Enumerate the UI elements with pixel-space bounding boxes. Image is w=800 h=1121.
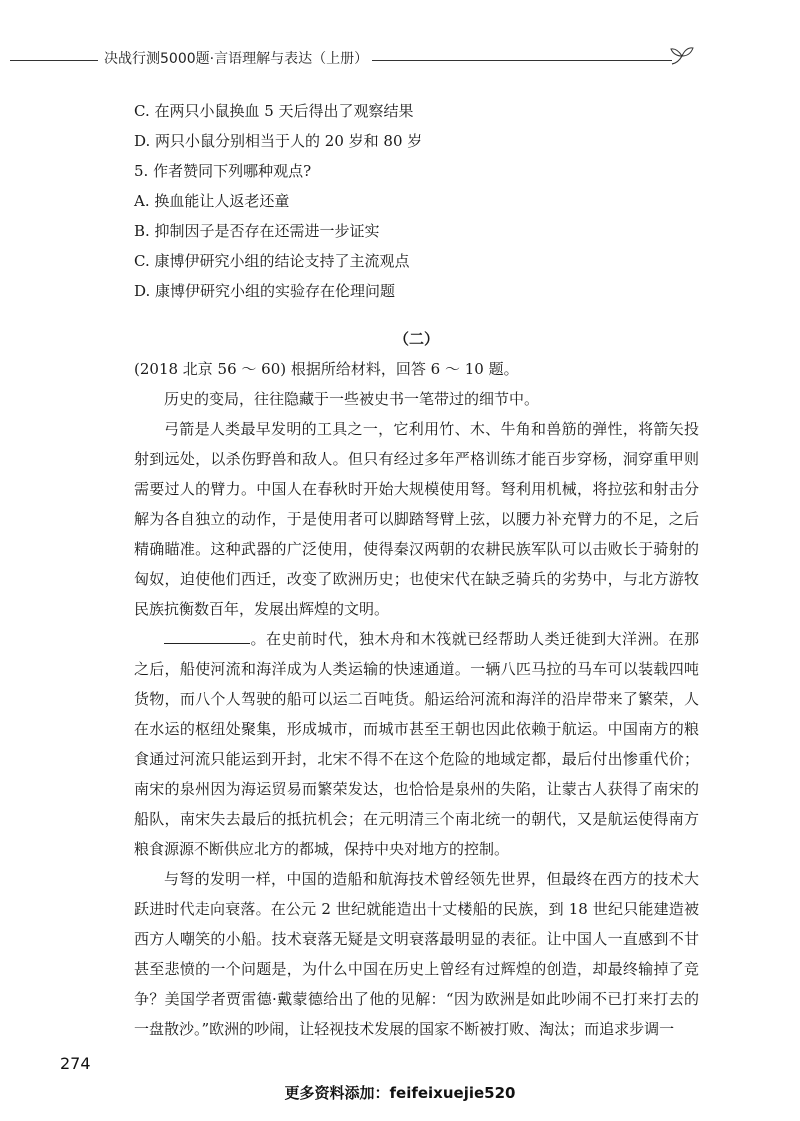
question-5-stem: 5. 作者赞同下列哪种观点? <box>134 162 312 180</box>
page-number: 274 <box>60 1054 91 1073</box>
fill-blank <box>164 627 250 644</box>
page-content <box>134 96 699 1044</box>
paragraph-4: 与弩的发明一样，中国的造船和航海技术曾经领先世界，但最终在西方的技术大跃进时代走向衰落。在公元 2 世纪就能造出十丈楼船的民族，到 18 世纪只能建造被西方人嘲笑的小船。技术衰落无疑是文明衰落最明显的表征。让中国人一直感到不甘甚至悲愤的一个问题是，为什么中国在历史上曾经有过辉煌的创造，却最终输掉了竞争？美国学者贾雷德·戴蒙德给出了他的见解：“因为欧洲是如此吵闹不已打来打去的一盘散沙。”欧洲的吵闹，让轻视技术发展的国家不断被打败、淘汰；而追求步调一 <box>134 870 699 1038</box>
paragraph-3-text: 。在史前时代，独木舟和木筏就已经帮助人类迁徙到大洋洲。在那之后，船使河流和海洋成为人类运输的快速通道。一辆八匹马拉的马车可以装载四吨货物，而八个人驾驶的船可以运二百吨货。船运给河流和海洋的沿岸带来了繁荣，人在水运的枢纽处聚集，形成城市，而城市甚至王朝也因此依赖于航运。中国南方的粮食通过河流只能运到开封，北宋不得不在这个危险的地域定都，最后付出惨重代价；南宋的泉州因为海运贸易而繁荣发达，也恰恰是泉州的失陷，让蒙古人获得了南宋的船队，南宋失去最后的抵抗机会；在元明清三个南北统一的朝代，又是航运使得南方粮食源源不断供应北方的都城，保持中央对地方的控制。 <box>134 630 699 858</box>
footer-note: 更多资料添加：feifeixuejie520 <box>284 1084 516 1102</box>
paragraph-2: 弓箭是人类最早发明的工具之一，它利用竹、木、牛角和兽筋的弹性，将箭矢投射到远处，以杀伤野兽和敌人。但只有经过多年严格训练才能百步穿杨，洞穿重甲则需要过人的臂力。中国人在春秋时开始大规模使用弩。弩利用机械，将拉弦和射击分解为各自独立的动作，于是使用者可以脚踏弩臂上弦，以腰力补充臂力的不足，之后精确瞄准。这种武器的广泛使用，使得秦汉两朝的农耕民族军队可以击败长于骑射的匈奴，迫使他们西迁，改变了欧洲历史；也使宋代在缺乏骑兵的劣势中，与北方游牧民族抗衡数百年，发展出辉煌的文明。 <box>134 420 699 618</box>
header-rule-right <box>372 60 672 61</box>
option-q5-b: B. 抑制因子是否存在还需进一步证实 <box>134 222 380 240</box>
option-q4-d: D. 两只小鼠分别相当于人的 20 岁和 80 岁 <box>134 132 423 150</box>
header-rule-left <box>10 60 98 61</box>
sprout-icon <box>668 44 696 68</box>
paragraph-3 <box>134 624 699 864</box>
option-q5-c: C. 康博伊研究小组的结论支持了主流观点 <box>134 252 410 270</box>
section-intro: (2018 北京 56 ～ 60) 根据所给材料，回答 6 ～ 10 题。 <box>134 360 519 378</box>
book-title: 决战行测5000题·言语理解与表达（上册） <box>104 51 369 67</box>
option-q4-c: C. 在两只小鼠换血 5 天后得出了观察结果 <box>134 102 414 120</box>
option-q5-a: A. 换血能让人返老还童 <box>134 192 290 210</box>
section-title: （二） <box>393 330 439 348</box>
option-q5-d: D. 康博伊研究小组的实验存在伦理问题 <box>134 282 396 300</box>
paragraph-1: 历史的变局，往往隐藏于一些被史书一笔带过的细节中。 <box>164 390 540 408</box>
page-header <box>0 44 800 74</box>
